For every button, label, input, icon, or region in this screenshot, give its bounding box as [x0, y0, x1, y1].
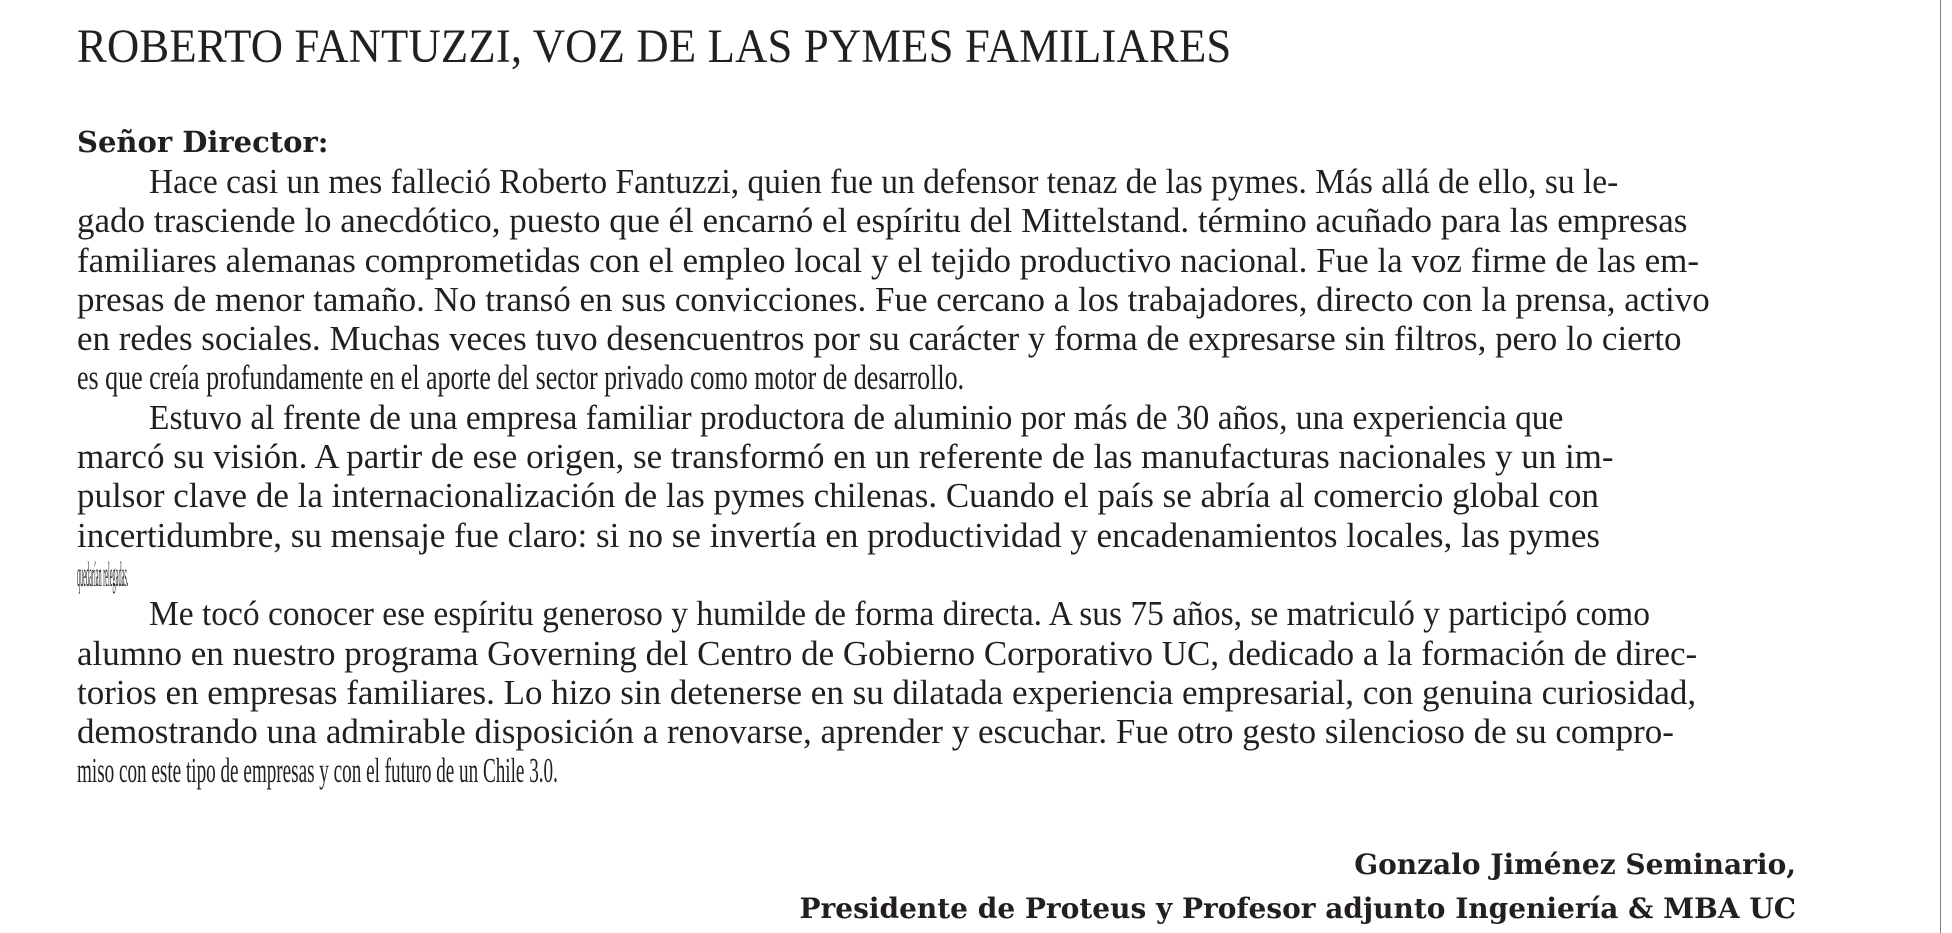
paragraph-3-line-4: demostrando una admirable disposición a renovarse, aprender y escuchar. Fue otro gesto silencioso de su compro- — [77, 712, 1674, 752]
paragraph-2-line-2: marcó su visión. A partir de ese origen, se transformó en un referente de las manufacturas nacionales y un im- — [77, 437, 1614, 477]
paragraph-1-line-3: familiares alemanas comprometidas con el empleo local y el tejido productivo nacional. Fue la voz firme de las em- — [77, 240, 1700, 280]
paragraph-3-line-3: torios en empresas familiares. Lo hizo sin detenerse en su dilatada experiencia empresarial, con genuina curiosidad, — [77, 672, 1697, 712]
letter-body — [77, 123, 1791, 791]
paragraph-3-line-5: miso con este tipo de empresas y con el futuro de un Chile 3.0. — [77, 751, 558, 791]
paragraph-2-line-4: incertidumbre, su mensaje fue claro: si no se invertía en productividad y encadenamientos locales, las pymes — [77, 515, 1600, 555]
paragraph-1-line-1: Hace casi un mes falleció Roberto Fantuzzi, quien fue un defensor tenaz de las pymes. Más allá de ello, su le- — [148, 162, 1619, 201]
paragraph-2-line-1: Estuvo al frente de una empresa familiar productora de aluminio por más de 30 años, una experiencia que — [148, 397, 1564, 437]
paragraph-1-line-4: presas de menor tamaño. No transó en sus convicciones. Fue cercano a los trabajadores, directo con la prensa, activo — [77, 279, 1710, 319]
signature-block — [799, 843, 1796, 931]
signature-title: Presidente de Proteus y Profesor adjunto Ingeniería & MBA UC — [799, 892, 1796, 925]
signature-name: Gonzalo Jiménez Seminario, — [1354, 848, 1796, 881]
paragraph-3-line-1: Me tocó conocer ese espíritu generoso y humilde de forma directa. A sus 75 años, se matriculó y participó como — [148, 594, 1650, 634]
paragraph-2-line-5: quedarían relegadas. — [77, 554, 129, 594]
paragraph-3-line-2: alumno en nuestro programa Governing del Centro de Gobierno Corporativo UC, dedicado a la formación de direc- — [77, 633, 1698, 673]
paragraph-1-line-6: es que creía profundamente en el aporte del sector privado como motor de desarrollo. — [77, 358, 965, 398]
salutation: Señor Director: — [77, 125, 329, 159]
paragraph-1-line-2: gado trasciende lo anecdótico, puesto que él encarnó el espíritu del Mittelstand. término acuñado para las empresas — [77, 201, 1688, 241]
column-rule — [1940, 0, 1941, 933]
headline: ROBERTO FANTUZZI, VOZ DE LAS PYMES FAMILIARES — [77, 20, 1232, 73]
paragraph-2-line-3: pulsor clave de la internacionalización de las pymes chilenas. Cuando el país se abría al comercio global con — [77, 476, 1599, 516]
paragraph-1-line-5: en redes sociales. Muchas veces tuvo desencuentros por su carácter y forma de expresarse sin filtros, pero lo cierto — [77, 319, 1682, 359]
